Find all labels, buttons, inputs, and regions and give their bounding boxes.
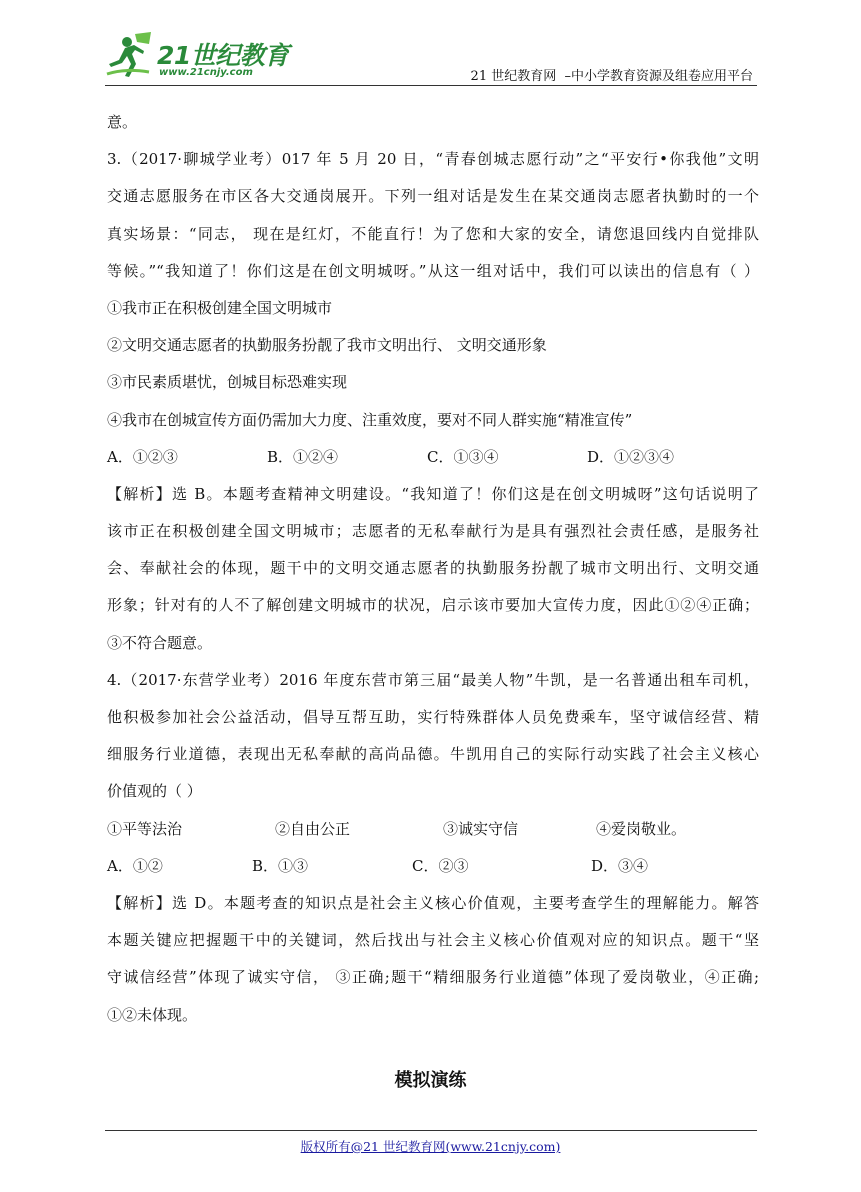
q3-analysis: 【解析】选 B。本题考查精神文明建设。“我知道了！你们这是在创文明城呀”这句话说明了 [107, 484, 759, 503]
q3-options [107, 443, 759, 480]
text-line: 形象；针对有的人不了解创建文明城市的状况，启示该市要加大宣传力度，因此①②④正确； [107, 596, 759, 615]
q4-analysis: 【解析】选 D。本题考查的知识点是社会主义核心价值观，主要考查学生的理解能力。解答 [107, 893, 759, 912]
option-d: D．①②③④ [587, 447, 675, 466]
copyright-link[interactable]: 版权所有@21 世纪教育网(www.21cnjy.com) [300, 1139, 561, 1154]
page-header [105, 30, 757, 84]
q4-items [107, 815, 759, 852]
document-body [107, 108, 759, 1038]
question-3-stem: 3.（2017·聊城学业考）017 年 5 月 20 日，“青春创城志愿行动”之“平安行•你我他”文明 [107, 150, 759, 169]
item-4: ④爱岗敬业。 [596, 819, 687, 838]
statement-2: ②文明交通志愿者的执勤服务扮靓了我市文明出行、 文明交通形象 [107, 336, 547, 355]
statement-4: ④我市在创城宣传方面仍需加大力度、注重效度，要对不同人群实施“精准宣传” [107, 410, 633, 429]
text-line: 守诚信经营”体现了诚实守信， ③正确;题干“精细服务行业道德”体现了爱岗敬业，④正确; [107, 968, 759, 987]
text-line: 本题关键应把握题干中的关键词，然后找出与社会主义核心价值观对应的知识点。题干“坚 [107, 931, 759, 950]
logo-url: www.21cnjy.com [159, 67, 253, 78]
option-a: A．①②③ [107, 447, 178, 466]
option-b: B．①②④ [267, 447, 339, 466]
item-2: ②自由公正 [275, 819, 351, 838]
text-line: 真实场景：“同志， 现在是红灯，不能直行！为了您和大家的安全，请您退回线内自觉排队 [107, 224, 759, 243]
statement-3: ③市民素质堪忧，创城目标恐难实现 [107, 373, 348, 392]
question-4-stem: 4.（2017·东营学业考）2016 年度东营市第三届“最美人物”牛凯，是一名普通出租车司机， [107, 670, 759, 689]
text-line: 会、奉献社会的体现，题干中的文明交通志愿者的执勤服务扮靓了城市文明出行、文明交通 [107, 559, 759, 578]
logo-text: 21世纪教育 [157, 41, 289, 70]
text-line: 等候。”“我知道了！你们这是在创文明城呀。”从这一组对话中，我们可以读出的信息有（ ） [107, 261, 759, 280]
footer-divider [105, 1130, 757, 1131]
runner-logo-icon [105, 30, 157, 80]
text-line: 该市正在积极创建全国文明城市；志愿者的无私奉献行为是具有强烈社会责任感，是服务社 [107, 522, 759, 541]
statement-1: ①我市正在积极创建全国文明城市 [107, 298, 333, 317]
option-c: C．①③④ [427, 447, 499, 466]
site-slogan: 21 世纪教育网 –中小学教育资源及组卷应用平台 [470, 69, 753, 84]
q4-options [107, 852, 759, 889]
text-line: 意。 [107, 113, 138, 131]
text-line: 细服务行业道德，表现出无私奉献的高尚品德。牛凯用自己的实际行动实践了社会主义核心 [107, 745, 759, 764]
header-divider [105, 85, 757, 86]
text-line: ③不符合题意。 [107, 633, 213, 652]
text-line: 交通志愿服务在市区各大交通岗展开。下列一组对话是发生在某交通岗志愿者执勤时的一个 [107, 187, 759, 206]
text-line: 他积极参加社会公益活动，倡导互帮互助，实行特殊群体人员免费乘车，坚守诚信经营、精 [107, 708, 759, 726]
option-d: D．③④ [591, 856, 649, 875]
option-b: B．①③ [252, 856, 309, 875]
text-line: 价值观的（ ） [107, 782, 202, 801]
text-line: ①②未体现。 [107, 1005, 198, 1024]
site-logo [105, 30, 295, 84]
section-title: 模拟演练 [394, 1070, 467, 1091]
option-a: A．①② [107, 856, 163, 875]
item-3: ③诚实守信 [443, 819, 519, 838]
item-1: ①平等法治 [107, 819, 183, 838]
option-c: C．②③ [412, 856, 469, 875]
